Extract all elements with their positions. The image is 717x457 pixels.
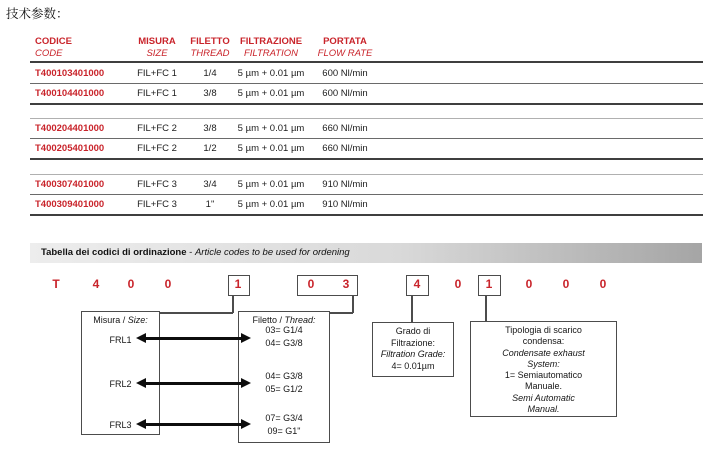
- cell-filtration: 5 µm + 0.01 µm: [237, 123, 305, 134]
- cell-thread: 1/2: [203, 143, 217, 154]
- filtration-digit-box: [406, 275, 429, 296]
- cell-filtration: 5 µm + 0.01 µm: [237, 88, 305, 99]
- cell-flow-rate: 910 Nl/min: [322, 179, 368, 190]
- thread-option: 04= G3/8: [265, 371, 303, 381]
- size-thread-arrow-frl2: [146, 382, 241, 385]
- condensate-drain-box: [470, 321, 617, 417]
- cell-flow-rate: 600 Nl/min: [322, 88, 368, 99]
- cell-flow-rate: 910 Nl/min: [322, 199, 368, 210]
- drain-box-line: Manuale.: [524, 381, 563, 392]
- filtration-box-line-en: Filtration Grade:: [380, 349, 446, 359]
- header-size-it: MISURA: [138, 36, 176, 47]
- code-char-5-size-digit: 1: [234, 277, 242, 291]
- table-row: [30, 139, 703, 158]
- code-char-3: 0: [127, 277, 135, 291]
- page-title: 技术参数：: [6, 7, 69, 21]
- drain-box-line-en: Semi Automatic: [512, 392, 575, 403]
- table-row: [30, 175, 703, 195]
- code-char-13: 0: [599, 277, 607, 291]
- size-thread-arrow-frl3: [146, 423, 241, 426]
- drain-digit-box: [478, 275, 501, 296]
- header-thread-it: FILETTO: [190, 36, 230, 47]
- filtration-grade-box: [372, 322, 454, 377]
- thread-digits-box: [297, 275, 358, 296]
- table-row: [30, 119, 703, 139]
- cell-filtration: 5 µm + 0.01 µm: [237, 179, 305, 190]
- header-thread-en: THREAD: [190, 48, 230, 59]
- connector-filtration-vertical: [411, 296, 413, 322]
- thread-option: 09= G1": [267, 425, 301, 436]
- spec-table-header: [30, 36, 703, 63]
- header-size-en: SIZE: [146, 48, 168, 59]
- size-item-frl2: FRL2: [109, 379, 132, 389]
- drain-box-line: condensa:: [522, 336, 565, 347]
- cell-size: FIL+FC 2: [137, 123, 177, 134]
- thread-box-title-it: Filetto /: [252, 315, 285, 325]
- cell-code: T400103401000: [35, 68, 105, 79]
- filtration-box-line: Filtrazione:: [390, 337, 435, 348]
- cell-filtration: 5 µm + 0.01 µm: [237, 199, 305, 210]
- size-item-frl3: FRL3: [109, 420, 132, 430]
- banner-separator: -: [186, 247, 195, 258]
- header-code-en: CODE: [35, 48, 63, 59]
- code-char-11: 0: [525, 277, 533, 291]
- cell-flow-rate: 660 Nl/min: [322, 123, 368, 134]
- thread-option: 04= G3/8: [265, 337, 303, 348]
- code-char-10-drain-digit: 1: [485, 277, 493, 291]
- header-flow-rate: [316, 36, 374, 61]
- cell-thread: 3/8: [203, 88, 217, 99]
- cell-size: FIL+FC 3: [137, 179, 177, 190]
- connector-thread-vertical: [352, 296, 354, 313]
- connector-thread-horizontal: [330, 312, 353, 314]
- connector-drain-vertical: [485, 296, 487, 321]
- filtration-box-line: Grado di: [395, 326, 431, 336]
- connector-size-vertical: [232, 296, 234, 313]
- cell-filtration: 5 µm + 0.01 µm: [237, 143, 305, 154]
- thread-option: 05= G1/2: [265, 383, 303, 394]
- cell-code: T400104401000: [35, 88, 105, 99]
- size-digit-box: [228, 275, 250, 296]
- header-code-it: CODICE: [35, 36, 72, 47]
- cell-thread: 1/4: [203, 68, 217, 79]
- thread-options-frl1: [239, 324, 329, 349]
- code-char-8-filtration-digit: 4: [413, 277, 421, 291]
- header-flow-rate-it: PORTATA: [323, 36, 367, 47]
- header-flow-rate-en: FLOW RATE: [317, 48, 373, 59]
- cell-thread: 1": [205, 199, 215, 210]
- drain-box-line-en: Manual.: [527, 404, 560, 415]
- drain-box-line-en: Condensate exhaust: [502, 347, 585, 358]
- cell-thread: 3/4: [203, 179, 217, 190]
- size-box-title: [82, 315, 159, 325]
- spec-table-group-2: [30, 118, 703, 160]
- drain-box-line-en: System:: [527, 358, 560, 369]
- size-thread-arrow-frl1: [146, 337, 241, 340]
- cell-flow-rate: 660 Nl/min: [322, 143, 368, 154]
- drain-box-line: 1= Semiautomatico: [504, 370, 583, 381]
- spec-table-group-1: [30, 64, 703, 105]
- code-char-1: T: [52, 277, 60, 291]
- thread-option: 07= G3/4: [265, 413, 303, 423]
- thread-options-frl3: [239, 412, 329, 437]
- cell-flow-rate: 600 Nl/min: [322, 68, 368, 79]
- ordering-banner: [30, 243, 702, 263]
- banner-title-it: Tabella dei codici di ordinazione: [41, 247, 187, 258]
- header-filtration: [221, 36, 321, 61]
- cell-size: FIL+FC 1: [137, 68, 177, 79]
- table-row: [30, 195, 703, 214]
- cell-filtration: 5 µm + 0.01 µm: [237, 68, 305, 79]
- size-box-title-en: Size:: [127, 315, 148, 325]
- size-legend-box: [81, 311, 160, 435]
- cell-size: FIL+FC 3: [137, 199, 177, 210]
- cell-code: T400205401000: [35, 143, 105, 154]
- banner-title-en: Article codes to be used for ordening: [194, 247, 350, 258]
- code-char-9: 0: [454, 277, 462, 291]
- header-size: [127, 36, 187, 61]
- thread-options-frl2: [239, 370, 329, 395]
- cell-size: FIL+FC 1: [137, 88, 177, 99]
- thread-option: 03= G1/4: [265, 325, 303, 335]
- thread-box-title-en: Thread:: [284, 315, 316, 325]
- cell-code: T400204401000: [35, 123, 105, 134]
- filtration-box-value: 4= 0.01µm: [391, 360, 435, 371]
- table-row: [30, 84, 703, 103]
- cell-thread: 3/8: [203, 123, 217, 134]
- code-char-2: 4: [92, 277, 100, 291]
- size-item-frl1: FRL1: [109, 335, 132, 345]
- code-char-7-thread-digit: 3: [342, 277, 350, 291]
- size-box-title-it: Misura /: [93, 315, 128, 325]
- code-char-4: 0: [164, 277, 172, 291]
- drain-box-line: Tipologia di scarico: [505, 325, 582, 335]
- header-filtration-en: FILTRATION: [243, 48, 298, 59]
- thread-legend-box: [238, 311, 330, 443]
- cell-code: T400307401000: [35, 179, 105, 190]
- cell-code: T400309401000: [35, 199, 105, 210]
- code-char-6-thread-digit: 0: [307, 277, 315, 291]
- connector-size-horizontal: [160, 312, 233, 314]
- header-filtration-it: FILTRAZIONE: [239, 36, 303, 47]
- code-char-12: 0: [562, 277, 570, 291]
- table-row: [30, 64, 703, 84]
- cell-size: FIL+FC 2: [137, 143, 177, 154]
- spec-table-group-3: [30, 174, 703, 216]
